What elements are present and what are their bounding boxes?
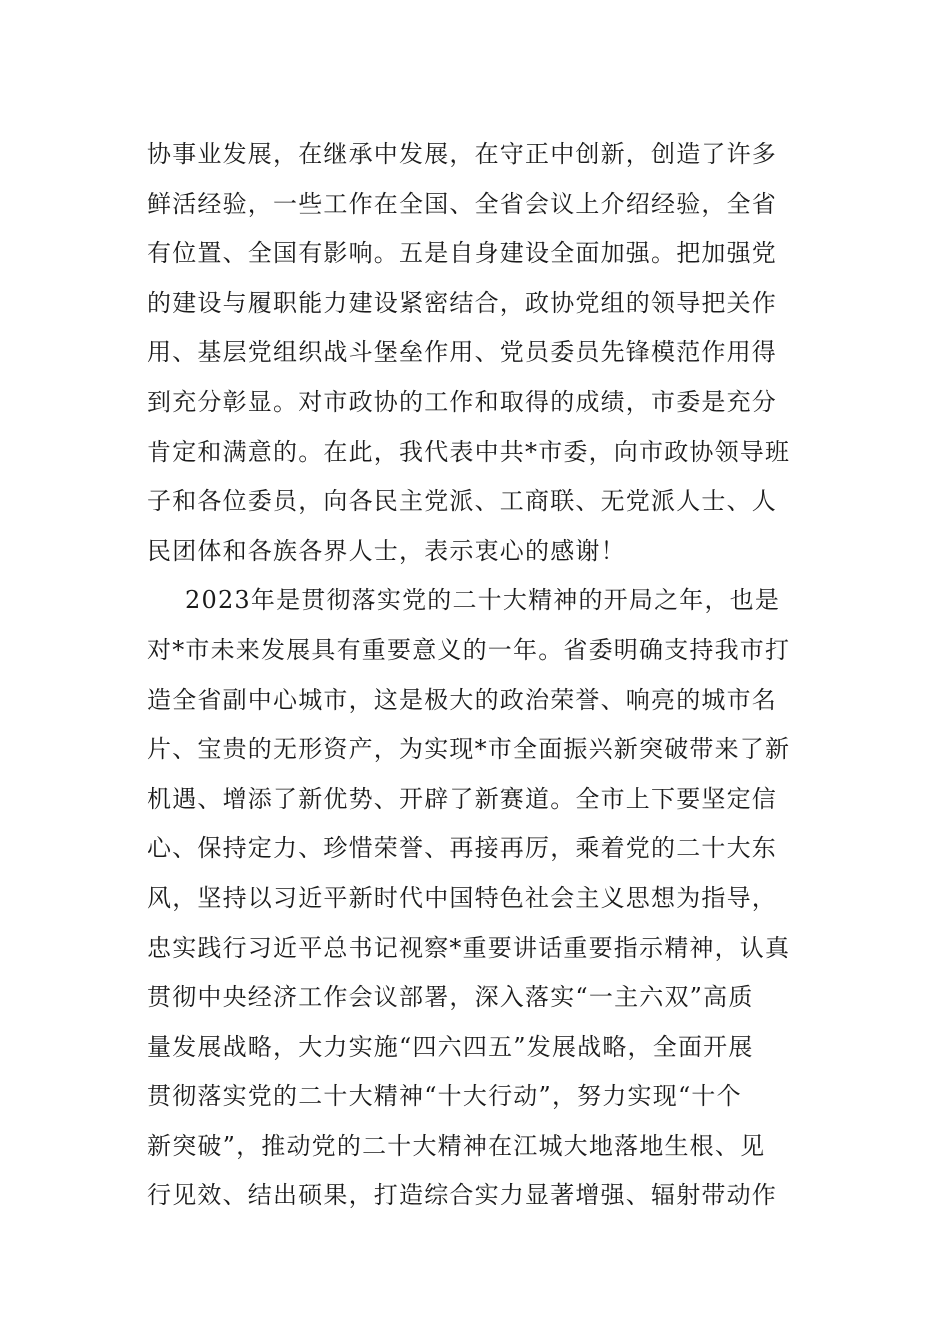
text-line: 心、保持定力、珍惜荣誉、再接再厉，乘着党的二十大东 (147, 834, 777, 863)
text-line: 协事业发展，在继承中发展，在守正中创新，创造了许多 (147, 140, 777, 168)
text-line: 的建设与履职能力建设紧密结合，政协党组的领导把关作 (147, 288, 777, 317)
text-line: 民团体和各族各界人士，表示衷心的感谢！ (147, 536, 626, 565)
text-line: 忠实践行习近平总书记视察*重要讲话重要指示精神，认真 (147, 933, 791, 962)
text-line: 有位置、全国有影响。五是自身建设全面加强。把加强党 (147, 239, 777, 268)
text-line: 对*市未来发展具有重要意义的一年。省委明确支持我市打 (147, 635, 791, 664)
text-line: 子和各位委员，向各民主党派、工商联、无党派人士、人 (147, 487, 777, 516)
paragraph-2 (147, 576, 812, 1221)
text-line: 新突破”，推动党的二十大精神在江城大地落地生根、见 (147, 1131, 766, 1160)
text-line: 片、宝贵的无形资产，为实现*市全面振兴新突破带来了新 (147, 735, 791, 764)
text-line: 用、基层党组织战斗堡垒作用、党员委员先锋模范作用得 (147, 338, 777, 367)
text-line: 贯彻中央经济工作会议部署，深入落实“一主六双”高质 (147, 983, 754, 1012)
text-line: 造全省副中心城市，这是极大的政治荣誉、响亮的城市名 (147, 685, 777, 714)
text-line: 风，坚持以习近平新时代中国特色社会主义思想为指导， (147, 883, 777, 912)
text-line: 机遇、增添了新优势、开辟了新赛道。全市上下要坚定信 (147, 784, 777, 813)
text-line: 行见效、结出硕果，打造综合实力显著增强、辐射带动作 (147, 1181, 777, 1210)
text-line: 2023年是贯彻落实党的二十大精神的开局之年，也是 (185, 586, 781, 615)
text-line: 肯定和满意的。在此，我代表中共*市委，向市政协领导班 (147, 437, 791, 466)
text-line: 贯彻落实党的二十大精神“十大行动”，努力实现“十个 (147, 1082, 742, 1111)
text-line: 到充分彰显。对市政协的工作和取得的成绩，市委是充分 (147, 387, 777, 416)
text-line: 鲜活经验，一些工作在全国、全省会议上介绍经验，全省 (147, 189, 777, 218)
text-line: 量发展战略，大力实施“四六四五”发展战略，全面开展 (147, 1032, 754, 1061)
paragraph-1 (147, 130, 812, 576)
body-text (147, 130, 812, 1221)
